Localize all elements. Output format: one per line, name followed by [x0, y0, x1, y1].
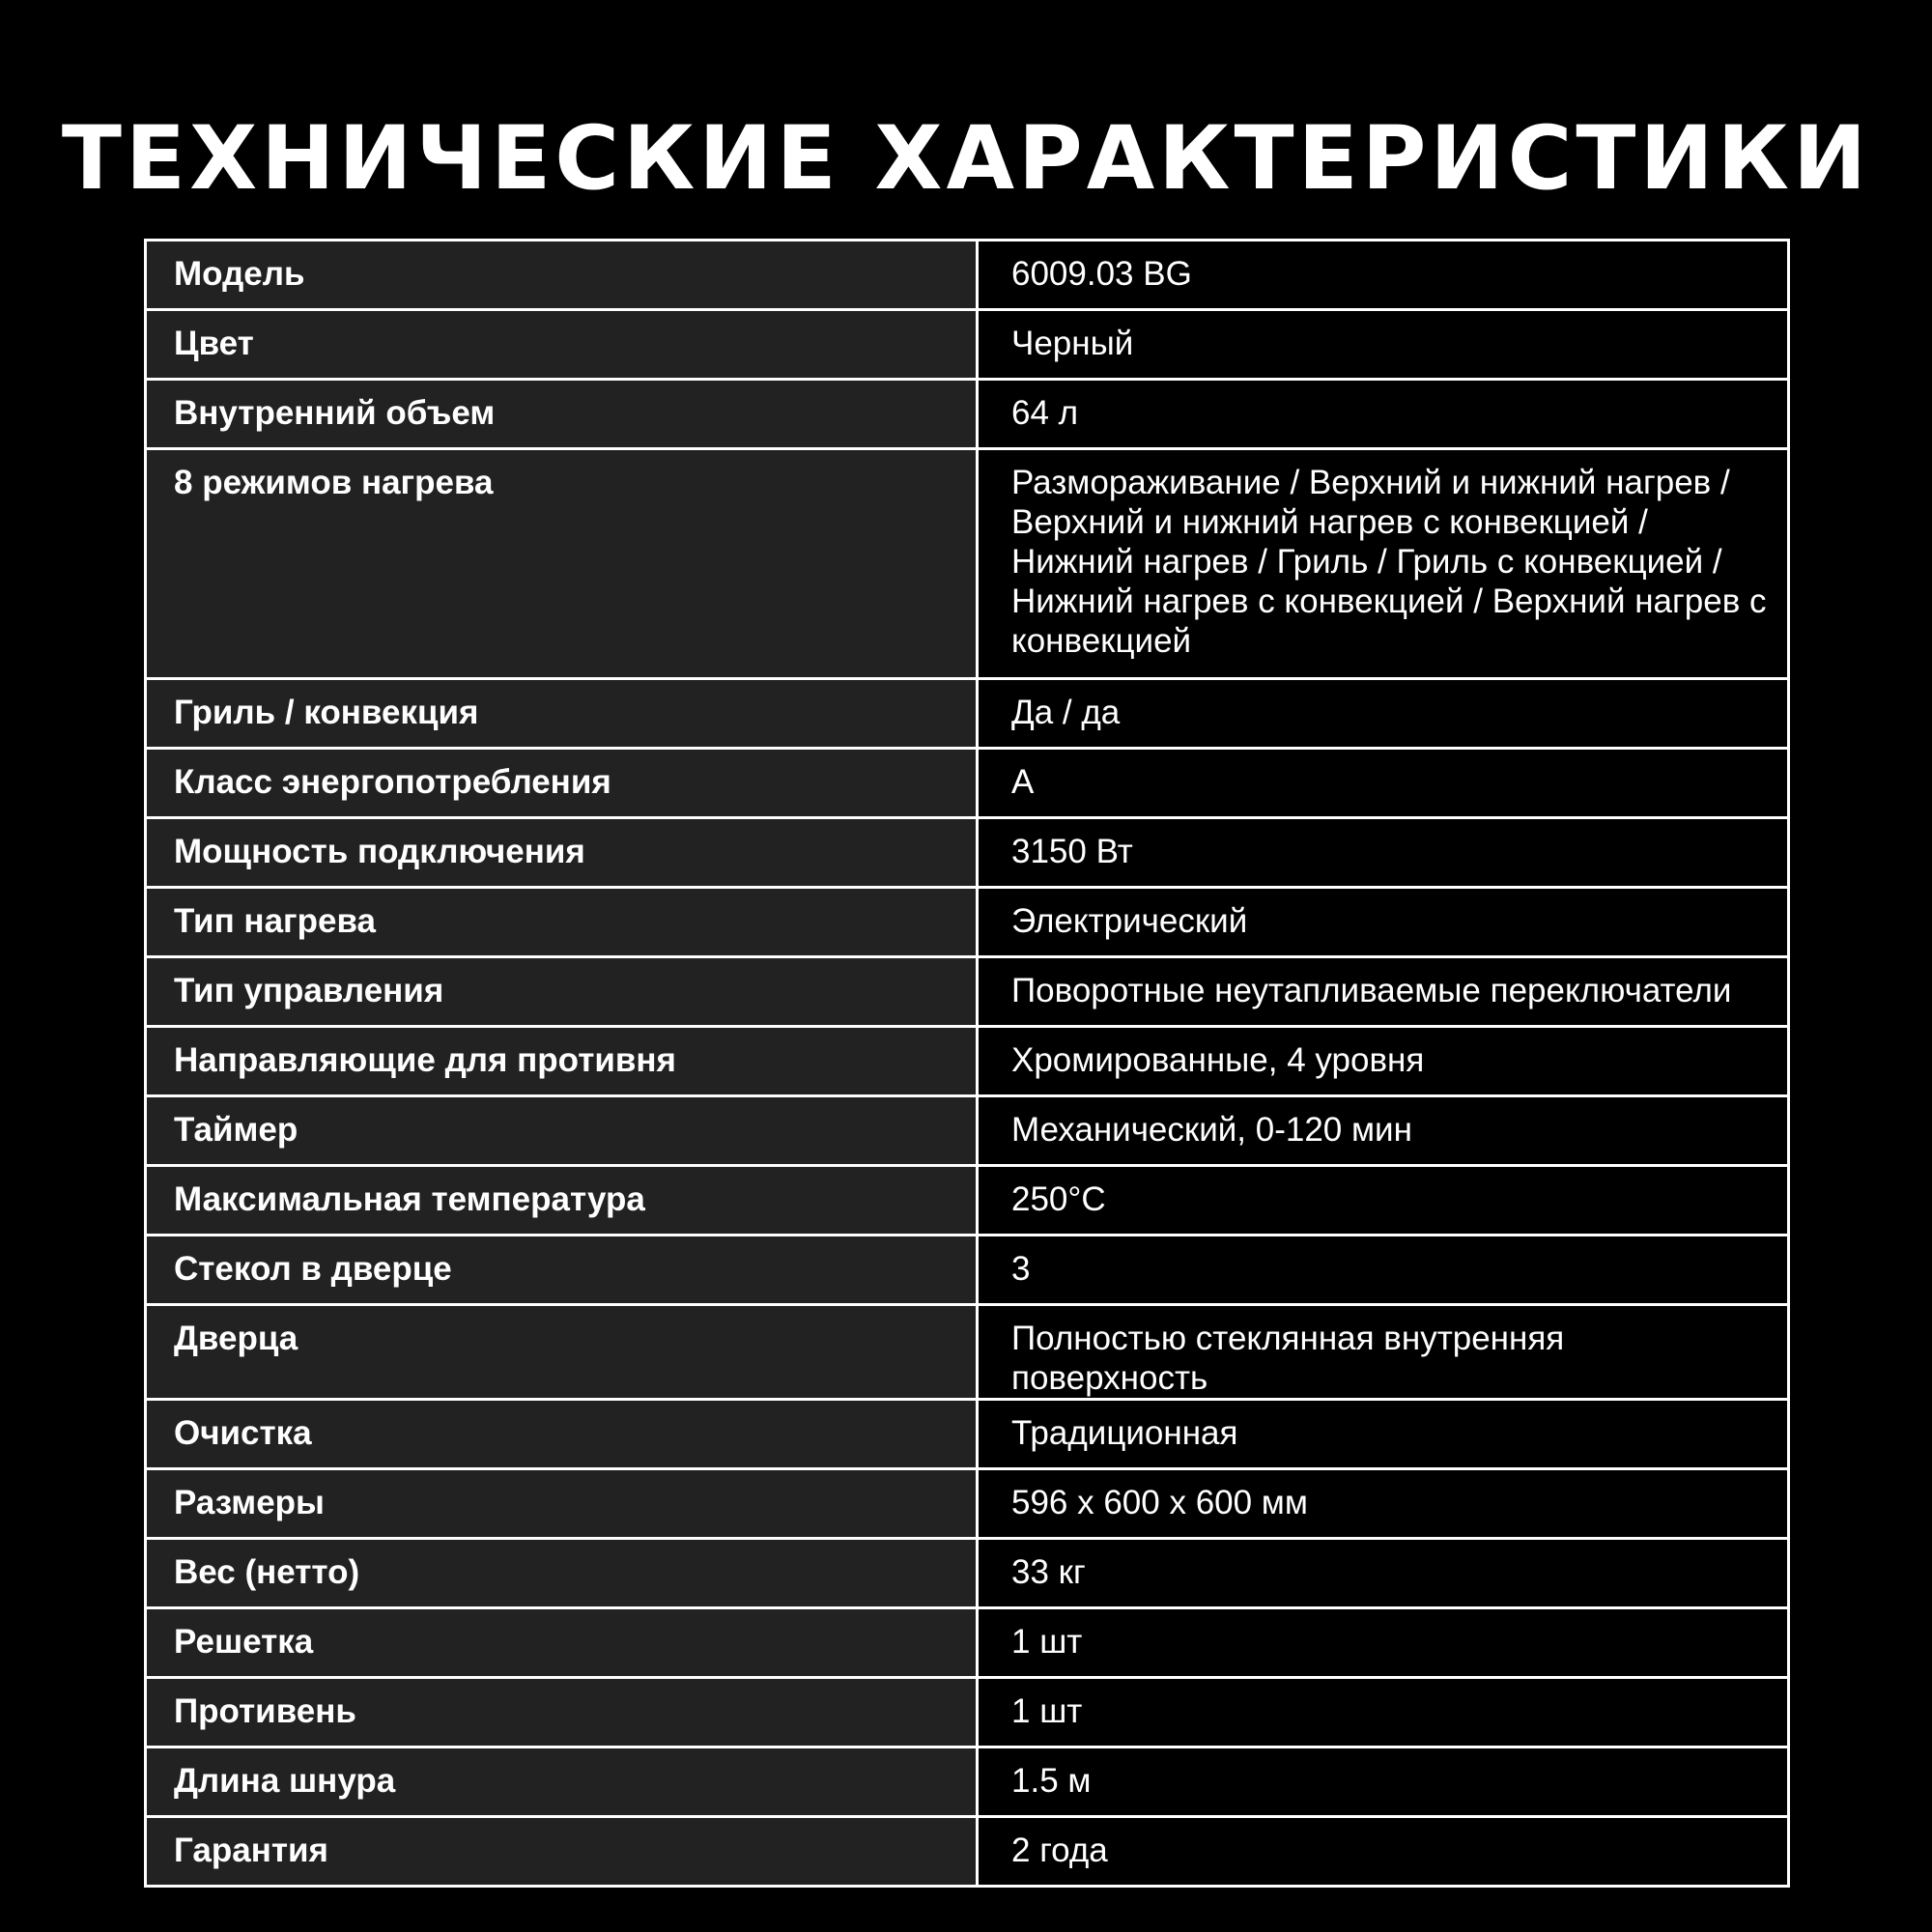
spec-value: 3	[978, 1236, 1789, 1305]
table-row	[146, 679, 1789, 749]
table-row	[146, 1305, 1789, 1400]
spec-label: Размеры	[146, 1469, 978, 1539]
spec-value: 6009.03 BG	[978, 241, 1789, 310]
table-row	[146, 1096, 1789, 1166]
spec-label: Стекол в дверце	[146, 1236, 978, 1305]
spec-value: Да / да	[978, 679, 1789, 749]
spec-label: Мощность подключения	[146, 818, 978, 888]
spec-value: Традиционная	[978, 1400, 1789, 1469]
spec-label: Таймер	[146, 1096, 978, 1166]
spec-label: Направляющие для противня	[146, 1027, 978, 1096]
spec-value: Черный	[978, 310, 1789, 380]
table-row	[146, 749, 1789, 818]
table-row	[146, 888, 1789, 957]
table-row	[146, 1166, 1789, 1236]
table-row	[146, 1469, 1789, 1539]
spec-label: Вес (нетто)	[146, 1539, 978, 1608]
spec-value: 33 кг	[978, 1539, 1789, 1608]
spec-label: Внутренний объем	[146, 380, 978, 449]
spec-value: 596 x 600 x 600 мм	[978, 1469, 1789, 1539]
table-row	[146, 310, 1789, 380]
table-row	[146, 449, 1789, 679]
table-row	[146, 1678, 1789, 1747]
spec-value: 1 шт	[978, 1608, 1789, 1678]
spec-label: Гриль / конвекция	[146, 679, 978, 749]
spec-value: Полностью стеклянная внутренняя поверхность	[978, 1305, 1789, 1400]
spec-label: Класс энергопотребления	[146, 749, 978, 818]
table-row	[146, 1747, 1789, 1817]
spec-value: Хромированные, 4 уровня	[978, 1027, 1789, 1096]
spec-label: Модель	[146, 241, 978, 310]
table-row	[146, 241, 1789, 310]
spec-value: 64 л	[978, 380, 1789, 449]
spec-label: Длина шнура	[146, 1747, 978, 1817]
table-row	[146, 1236, 1789, 1305]
table-row	[146, 1027, 1789, 1096]
spec-value: 1.5 м	[978, 1747, 1789, 1817]
spec-label: Противень	[146, 1678, 978, 1747]
spec-label: Решетка	[146, 1608, 978, 1678]
table-row	[146, 957, 1789, 1027]
table-row	[146, 380, 1789, 449]
spec-label: Максимальная температура	[146, 1166, 978, 1236]
spec-value: 250°C	[978, 1166, 1789, 1236]
spec-value: 2 года	[978, 1817, 1789, 1887]
spec-value: Механический, 0-120 мин	[978, 1096, 1789, 1166]
spec-value: Электрический	[978, 888, 1789, 957]
spec-label: Дверца	[146, 1305, 978, 1400]
table-row	[146, 1400, 1789, 1469]
page-title: ТЕХНИЧЕСКИЕ ХАРАКТЕРИСТИКИ	[61, 108, 1871, 210]
spec-value: Поворотные неутапливаемые переключатели	[978, 957, 1789, 1027]
spec-label: Тип управления	[146, 957, 978, 1027]
spec-value: Размораживание / Верхний и нижний нагрев / Верхний и нижний нагрев с конвекцией / Нижний нагрев / Гриль / Гриль с конвекцией / Нижний нагрев с конвекцией / Верхний нагрев с конвекцией	[978, 449, 1789, 679]
spec-label: Цвет	[146, 310, 978, 380]
spec-label: Очистка	[146, 1400, 978, 1469]
spec-value: A	[978, 749, 1789, 818]
spec-value: 1 шт	[978, 1678, 1789, 1747]
table-row	[146, 818, 1789, 888]
spec-label: Гарантия	[146, 1817, 978, 1887]
spec-label: 8 режимов нагрева	[146, 449, 978, 679]
specs-table	[144, 239, 1790, 1888]
table-row	[146, 1608, 1789, 1678]
table-row	[146, 1817, 1789, 1887]
table-row	[146, 1539, 1789, 1608]
spec-label: Тип нагрева	[146, 888, 978, 957]
spec-value: 3150 Вт	[978, 818, 1789, 888]
